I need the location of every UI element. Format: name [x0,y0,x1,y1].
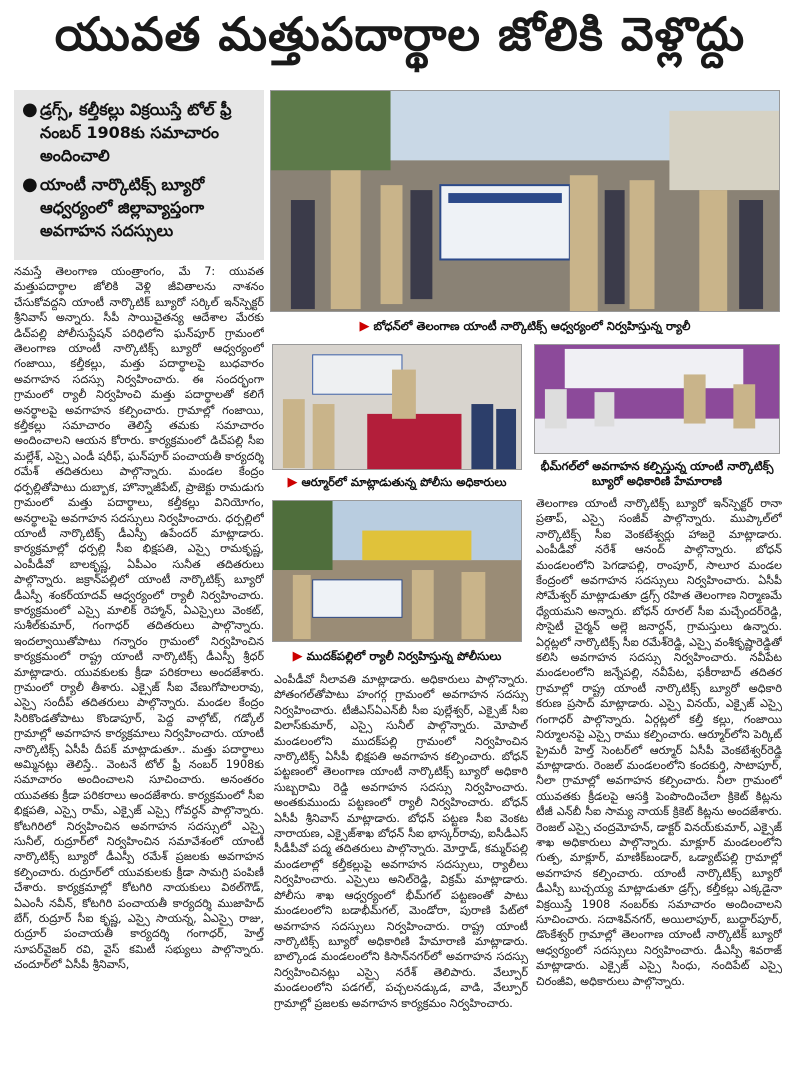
photo-bheemgal [534,344,780,454]
article-column-3: తెలంగాణ యాంటీ నార్కొటిక్స్ బ్యూరో ఇన్‌స్పెక్టర్ రానా ప్రతాప్, ఎస్సై సంజీవ్ పాల్గొన్నారు. ముప్కాల్‌లో నార్కొటిక్స్ సీఐ వెంకటేశ్వర్లు హాజరై మాట్లాడారు. ఎంపీడీవో నరేశ్ ఆనంద్ పాల్గొన్నారు. బోధన్ మండలంలోని పెగడాపల్లి, రాంపూర్, సాలూర మండల కేంద్రంలో అవగాహన సదస్సులు నిర్వహించారు. ఏసీపీ సోమేశ్వర్ మాట్లాడుతూ డ్రగ్స్ రహిత తెలంగాణ నిర్మాణమే ధ్యేయమని అన్నారు. బోధన్ రూరల్ సీఐ మచ్చేందర్‌రెడ్డి, సొసైటీ చైర్మన్ అల్లె జనార్దన్, గ్రామస్తులు ఉన్నారు. ఏర్గట్లలో నార్కొటిక్స్ సీఐ రమేశ్‌రెడ్డి, ఎస్సై వంశీకృష్ణారెడ్డితో కలిసి అవగాహన సదస్సు నిర్వహించారు. నవీపేట మండలంలోని జన్నేపల్లి, నవీపేట, ఫకీరాబాద్ తదితర గ్రామాల్లో రాష్ట్ర యాంటీ నార్కొటిక్స్ బ్యూరో అధికారి కరుణ ప్రసాద్ మాట్లాడారు. ఎస్సై వినయ్, ఎక్సైజ్ ఎస్సై గంగాధర్ పాల్గొన్నారు. ఏర్గట్లలో కల్తీ కల్లు, గంజాయి నిర్మూలనపై ఎస్సై రాము కల్పించారు. ఆర్మూర్‌లోని పెర్కిట్ ప్రైమరీ హెల్త్ సెంటర్‌లో ఆర్మూర్ ఏసీపీ వెంకటేశ్వర్‌రెడ్డి మాట్లాడారు. రెంజల్ మండలంలోని కందకుర్తి, సాటాపూర్, నీలా గ్రామాల్లో అవగాహన కల్పించారు. నీలా గ్రామంలో యువతకు క్రీడలపై ఆసక్తి పెంపొందించేలా క్రికెట్ కిట్లను టీజీ ఎన్‌బీ సీఐ సామ్య నాయక్ క్రికెట్ కిట్లను అందజేశారు. రెంజల్ ఎస్సై చంద్రమోహన్, డాక్టర్ వినయ్‌కుమార్, ఎక్సైజ్ శాఖ అధికారులు పాల్గొన్నారు. మాక్లూర్ మండలంలోని గుత్ప, మాక్లూర్, మాణిక్‌బండార్, ఒడ్యాట్‌పల్లి గ్రామాల్లో అవగాహన కల్పించారు. యాంటీ నార్కొటిక్స్ బ్యూరో డీఎస్పీ బుచ్చయ్య మాట్లాడుతూ డ్రగ్స్, కల్తీకల్లు ఎక్కడైనా విక్రయిస్తే 1908 నంబర్‌కు సమాచారం అందించాలని సూచించారు. సదాశివ్‌నగర్, అయిలాపూర్, బుద్ధార్‌పూర్, డొంకేశ్వర్ గ్రామాల్లో తెలంగాణ యాంటీ నార్కొటిక్ బ్యూరో ఆధ్వర్యంలో సదస్సులు నిర్వహించారు. డీఎస్పీ శివరాజ్ మాట్లాడారు. ఎక్సైజ్ ఎస్సై సింధు, నందిపేట్ ఎస్సై చిరంజీవి, అధికారులు పాల్గొన్నారు. [536,497,782,988]
caption-armoor [272,472,522,492]
bullet-icon: ● [22,99,38,120]
highlight-item [22,98,256,167]
caption-mudakpally [272,644,522,668]
caption-arrow-icon: ▶ [359,318,370,334]
headline: యువత మత్తుపదార్థాల జోలికి వెళ్లొద్దు [54,7,746,61]
photo-armoor [272,344,522,470]
bullet-icon: ● [22,174,38,195]
caption-arrow-icon: ▶ [287,474,298,490]
highlight-item [22,173,256,242]
highlights-box [14,90,264,260]
caption-arrow-icon: ▶ [292,648,303,664]
caption-text: ఆర్మూర్‌లో మాట్లాడుతున్న పోలీసు అధికారులు [301,474,507,489]
photo-mudakpally [272,500,522,642]
article-column-1: నమస్తే తెలంగాణ యంత్రాంగం, మే 7: యువత మత్తుపదార్థాల జోలికి వెళ్లి జీవితాలను నాశనం చేసుకోవద్దని యాంటీ నార్కొటిక్ బ్యూరో సర్కిల్ ఇన్‌స్పెక్టర్ శ్రీనివాస్ అన్నారు. సీపీ సాయిచైతన్య ఆదేశాల మేరకు డిచ్‌పల్లి పోలీసుస్టేషన్ పరిధిలోని ఘన్‌పూర్ గ్రామంలో తెలంగాణ యాంటీ నార్కొటిక్స్ బ్యూరో ఆధ్వర్యంలో గంజాయి, కల్తీకల్లు, మత్తు పదార్థాలపై బుధవారం అవగాహన సదస్సు నిర్వహించారు. ఈ సందర్భంగా గ్రామంలో ర్యాలీ నిర్వహించి మత్తు పదార్థాలతో కలిగే అనర్థాలపై అవగాహన కల్పించారు. గ్రామాల్లో గంజాయి, కల్తీకల్లు సమాచారం తెలిస్తే తమకు సమాచారం అందించాలని ఆయన కోరారు. కార్యక్రమంలో డిచ్‌పల్లి సీఐ మల్లేశ్, ఎస్సై ఎండీ షరీఫ్, ఘన్‌పూర్ పంచాయతీ కార్యదర్శి రమేశ్ తదితరులు పాల్గొన్నారు. మండల కేంద్రం ధర్పల్లితోపాటు దుబ్బాక, హొన్నాజీపేట్, ప్రాజెక్టు రామడుగు గ్రామంలో మత్తు పదార్థాలు, కల్తీకల్లు వినియోగం, అనర్థాలపై అవగాహన సదస్సులు నిర్వహించారు. ధర్పల్లిలో యాంటీ నార్కొటిక్స్ డీఎస్పీ ఉపేందర్ మాట్లాడారు. కార్యక్రమాల్లో ధర్పల్లి సీఐ భిక్షపతి, ఎస్సై రామకృష్ణ, ఎంపీడీవో బాలకృష్ణ, ఏపీఎం సునీత తదితరులు పాల్గొన్నారు. జక్రాన్‌పల్లిలో యాంటీ నార్కొటిక్స్ బ్యూరో డీఎస్పీ శంకర్‌యాదవ్ ఆధ్వర్యంలో ర్యాలీ నిర్వహించారు. కార్యక్రమంలో ఎస్సై మాలిక్ రెహ్మాన్, ఏఎస్సైలు వెంకట్, సుశీల్‌కుమార్, గంగాధర్ తదితరులు పాల్గొన్నారు. ఇందల్వాయితోపాటు గన్నారం గ్రామంలో నిర్వహించిన కార్యక్రమంలో రాష్ట్ర యాంటీ నార్కొటిక్స్ డీఎస్పీ శ్రీధర్ మాట్లాడారు. యువకులకు క్రీడా పరికరాలు అందజేశారు. గ్రామంలో ర్యాలీ తీశారు. ఎక్సైజ్ సీఐ వేణుగోపాలరావు, ఎస్సై సందీప్ తదితరులు పాల్గొన్నారు. మండల కేంద్రం సిరికొండతోపాటు కొండాపూర్, పెద్ద వాల్గోట్, గడ్కోల్ గ్రామాల్లో అవగాహన కార్యక్రమాలు నిర్వహించారు. యాంటీ నార్కొటిక్స్ ఏసీపీ దీపక్ మాట్లాడుతూ.. మత్తు పదార్థాలు అమ్మినట్లు తెలిస్తే.. వెంటనే టోల్ ఫ్రీ నంబర్ 1908కు సమాచారం అందించాలని సూచించారు. అనంతరం యువతకు క్రీడా పరికరాలు అందజేశారు. కార్యక్రమంలో సీఐ భిక్షపతి, ఎస్సై రామ్, ఎక్సైజ్ ఎస్సై గోవర్ధన్ పాల్గొన్నారు. కోటగిరిలో నిర్వహించిన అవగాహన సదస్సులో ఎస్సై సునీల్, రుద్రూర్‌లో నిర్వహించిన సమావేశంలో యాంటీ నార్కొటిక్స్ బ్యూరో డీఎస్పీ రమేశ్ ప్రజలకు అవగాహన కల్పించారు. రుద్రూర్‌లో యువకులకు క్రీడా సామగ్రి పంపిణీ చేశారు. కార్యక్రమాల్లో కోటగిరి నాయకులు విఠల్‌గౌడ్, ఏఎంసీ నవీన్, కోటగిరి పంచాయతీ కార్యదర్శి ముజాహిద్ బేగ్, రుద్రూర్ సీఐ కృష్ణ, ఎస్సై సాయన్న, ఏఎస్సై రాజు, రుద్రూర్ పంచాయతీ కార్యదర్శి గంగాధర్, హెల్త్ సూపర్‌వైజర్ రవి, వైస్ కమిటీ సభ్యులు పాల్గొన్నారు. చందూర్‌లో ఏసీపీ శ్రీనివాస్, [14,265,264,972]
highlight-text: డ్రగ్స్, కల్తీకల్లు విక్రయిస్తే టోల్ ఫ్రీ నంబర్ 1908కు సమాచారం అందించాలి [40,100,232,165]
highlight-text: యాంటీ నార్కొటిక్స్ బ్యూరో ఆధ్వర్యంలో జిల్లావ్యాప్తంగా అవగాహన సదస్సులు [40,175,205,240]
caption-text: బోధన్‌లో తెలంగాణ యాంటీ నార్కొటిక్స్ ఆధ్వర్యంలో నిర్వహిస్తున్న ర్యాలీ [373,318,691,333]
caption-text: భీమ్‌గల్‌లో అవగాహన కల్పిస్తున్న యాంటీ నార్కొటిక్స్ బ్యూరో అధికారిణి హేమారాణి [540,459,774,488]
caption-bheemgal [534,456,780,492]
article-column-2: ఎంపీడీవో నీలావతి మాట్లాడారు. అధికారులు పాల్గొన్నారు. పోతంగల్‌తోపాటు హంగర్గ గ్రామంలో అవగాహన సదస్సు నిర్వహించారు. టీజీఎస్‌ఏఎన్‌బీ సీఐ పుల్లేశ్వర్, ఎక్సైజ్ సీఐ విలాస్‌కుమార్, ఎస్సై సునీల్ పాల్గొన్నారు. మోపాల్ మండలంలోని ముదక్‌పల్లి గ్రామంలో నిర్వహించిన నార్కొటిక్స్ ఏసీపీ భిక్షపతి అవగాహన కల్పించారు. బోధన్ పట్టణంలో తెలంగాణ యాంటీ నార్కొటిక్స్ బ్యూరో అధికారి సుబ్బరామి రెడ్డి అవగాహన సదస్సు నిర్వహించారు. అంతకుముందు పట్టణంలో ర్యాలీ నిర్వహించారు. బోధన్ ఏసీపీ శ్రీనివాస్ మాట్లాడారు. బోధన్ పట్టణ సీఐ వెంకట నారాయణ, ఎక్సైజ్‌శాఖ బోధన్ సీఐ భాస్కర్‌రావు, ఐసీడీఎస్ సీడీపీవో పద్మ తదితరులు పాల్గొన్నారు. మోర్తాడ్, కమ్మర్‌పల్లి మండలాల్లో కల్తీకల్లుపై అవగాహన సదస్సులు, ర్యాలీలు నిర్వహించారు. ఎస్సైలు అనిల్‌రెడ్డి, విక్రమ్ మాట్లాడారు. పోలీసు శాఖ ఆధ్వర్యంలో భీమ్‌గల్ పట్టణంతో పాటు మండలంలోని బడాభీమ్‌గల్, మెండోరా, పురాణి పేట్‌లో అవగాహన సదస్సులు నిర్వహించారు. రాష్ట్ర యాంటీ నార్కొటిక్స్ బ్యూరో అధికారిణి హేమారాణి మాట్లాడారు. బాల్కొండ మండలంలోని కిసాన్‌నగర్‌లో అవగాహన సదస్సు నిర్వహించినట్లు ఎస్సై నరేశ్ తెలిపారు. వేల్పూర్ మండలంలోని పడగల్, పచ్చలనడ్కుడ, వాడి, వేల్పూర్ గ్రామాల్లో ప్రజలకు అవగాహన కార్యక్రమం నిర్వహించారు. [274,673,528,1010]
caption-rally-bodhan [270,314,780,338]
caption-text: ముదక్‌పల్లిలో ర్యాలీ నిర్వహిస్తున్న పోలీసులు [306,648,502,663]
rally-photo-bodhan [270,90,780,312]
